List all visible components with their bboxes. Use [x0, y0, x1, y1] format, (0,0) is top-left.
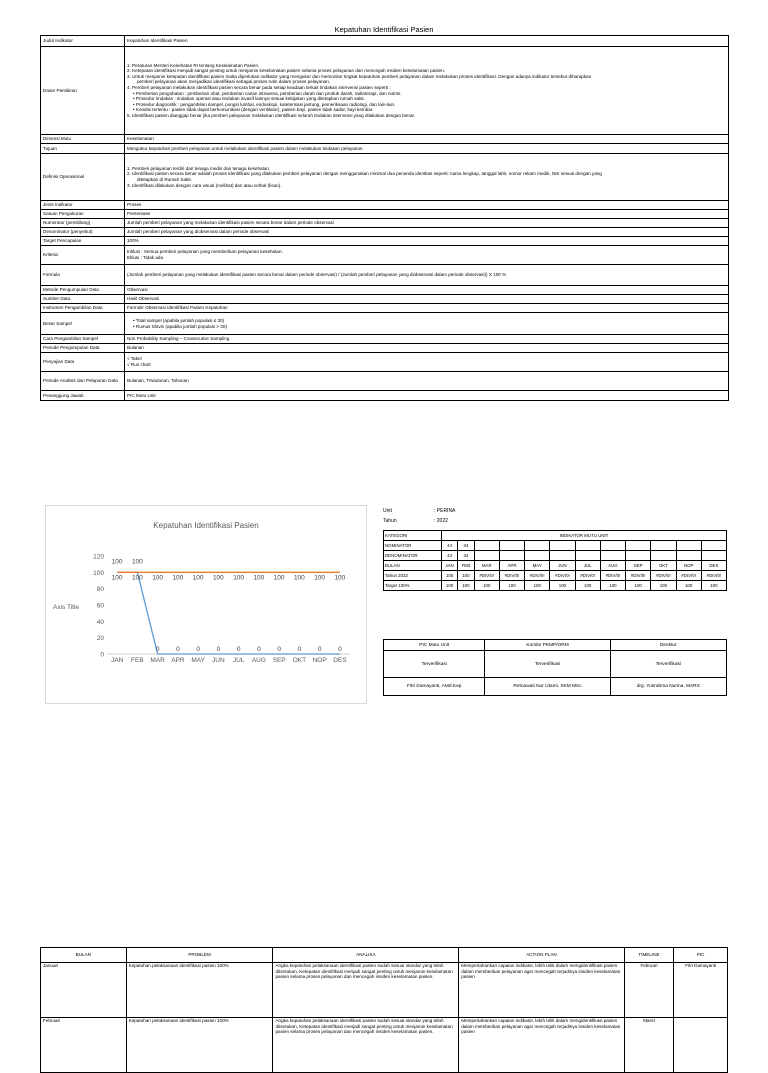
unit-cell — [550, 551, 575, 561]
data-label: 100 — [172, 574, 183, 581]
action-header-cell: PROBLEM — [126, 948, 273, 963]
unit-row-label: BULAN — [384, 561, 442, 571]
indicator-value — [125, 219, 729, 228]
unit-row-label: DENOMINATOR — [384, 551, 442, 561]
indicator-label: Numerator (pembilang) — [41, 219, 125, 228]
indicator-value — [125, 304, 729, 313]
indicator-row — [41, 144, 729, 154]
indicator-row — [41, 154, 729, 201]
indicator-value-line: 2. Ketepatan identifikasi menjadi sangat penting untuk menjamin keselamatan pasien selama proses pelayanan dan mencegah insiden keselamatan pasien. — [127, 68, 726, 74]
unit-cell: #DIV/0! — [550, 571, 575, 581]
indicator-value-line: 1. Pemberi pelayanan terdiri dari tenaga medis dan tenaga kesehatan. — [127, 166, 726, 172]
unit-cell: NOP — [676, 561, 701, 571]
indicator-label: Dimensi Mutu — [41, 135, 125, 144]
indicator-value-line: 1. Peraturan Menteri Kesehatan RI tentang Keselamatan Pasien. — [127, 63, 726, 69]
indicator-label: Penyajian Data — [41, 353, 125, 372]
chart-svg — [46, 506, 366, 703]
unit-cell — [600, 551, 625, 561]
data-label: 0 — [176, 646, 180, 653]
unit-cell: #DIV/0! — [626, 571, 651, 581]
unit-row-label: NOMINATOR — [384, 541, 442, 551]
signature-status: Terverifikasi — [485, 651, 610, 678]
indicator-label: Formula — [41, 265, 125, 286]
signature-table — [383, 639, 727, 696]
action-header-cell: TIMELINE — [624, 948, 674, 963]
indicator-label: Penanggung Jawab — [41, 391, 125, 401]
indicator-label: Denominator (penyebut) — [41, 228, 125, 237]
indicator-row — [41, 304, 729, 313]
action-header-cell: ACTION PLAN — [459, 948, 624, 963]
action-month: Januari — [41, 963, 127, 1018]
unit-cell: 100 — [701, 581, 726, 591]
y-tick-label: 120 — [93, 554, 104, 561]
action-plan: Mempertahankan capaian indikator, lebih teliti dalam mengidentifikasi pasien dalam memberikan pelayanan agar mencegah terjadinya insiden keselamatan pasien — [459, 1018, 624, 1073]
unit-cell: 100 — [525, 581, 550, 591]
action-timeline: Februari — [624, 963, 674, 1018]
unit-cell: MAR — [474, 561, 499, 571]
unit-indicator-table — [383, 530, 727, 591]
unit-cell: 100 — [676, 581, 701, 591]
indicator-label: Instrumen Pengambilan Data — [41, 304, 125, 313]
indicator-profile-table — [40, 35, 729, 401]
action-plan-table — [40, 947, 728, 1073]
action-problem: Kepatuhan pelaksanaan identifikasi pasien 100% — [126, 963, 273, 1018]
indicator-value-line: √ Tabel — [127, 356, 726, 362]
action-row — [41, 963, 728, 1018]
unit-cell: #DIV/0! — [600, 571, 625, 581]
indicator-value-line: Mengukur kepatuhan pemberi pelayanan untuk melakukan identifikasi pasien dalam melakukan tindakan pelayanan. — [127, 146, 726, 152]
unit-cell: DES — [701, 561, 726, 571]
y-tick-label: 100 — [93, 570, 104, 577]
data-label: 0 — [217, 646, 221, 653]
indicator-value-line: √ Run chart — [127, 362, 726, 368]
data-label: 100 — [253, 574, 264, 581]
signature-name: Fitri Damayanti, AMd.Kep — [384, 678, 485, 696]
x-tick-label: OKT — [293, 657, 306, 664]
indicator-row — [41, 372, 729, 391]
x-tick-label: JUL — [233, 657, 245, 664]
indicator-value-line: (Jumlah pemberi pelayanan yang melakukan identifikasi pasien secara benar dalam periode observasi) / (Jumlah pemberi pelayanan yang diobservasi dalam periode observasi)) X 100 % — [127, 272, 726, 278]
unit-cell — [676, 541, 701, 551]
data-label: 0 — [277, 646, 281, 653]
line-chart — [45, 505, 367, 704]
unit-cell: 100 — [626, 581, 651, 591]
indicator-value — [125, 344, 729, 353]
data-label: 100 — [213, 574, 224, 581]
unit-cell: 100 — [550, 581, 575, 591]
unit-cell: 34 — [458, 551, 475, 561]
unit-cell — [651, 551, 676, 561]
unit-cell — [525, 551, 550, 561]
x-tick-label: AUG — [252, 657, 266, 664]
action-header-cell: BULAN — [41, 948, 127, 963]
unit-cell: 100 — [442, 581, 458, 591]
x-tick-label: DES — [333, 657, 347, 664]
indicator-row — [41, 286, 729, 295]
x-tick-label: SEP — [273, 657, 286, 664]
indicator-label: Sumber Data — [41, 295, 125, 304]
indicator-value-line: Non Probability Sampling – Consecutive Sampling — [127, 336, 726, 342]
indicator-label: Besar Sampel — [41, 313, 125, 335]
unit-cell: 100 — [651, 581, 676, 591]
indicator-value — [125, 36, 729, 47]
data-label: 0 — [257, 646, 261, 653]
indicator-value-line: 4. Pemberi pelayanan melakukan identifikasi pasien secara benar pada setiap keadaan terkait tindakan intervensi pasien seperti : — [127, 85, 726, 91]
unit-cell — [550, 541, 575, 551]
indicator-row — [41, 47, 729, 135]
indicator-value — [125, 391, 729, 401]
indicator-value-line: • Rumus Slovin (apabila jumlah populasi > 30) — [127, 324, 726, 330]
unit-cell: 100 — [600, 581, 625, 591]
indicator-row — [41, 353, 729, 372]
unit-cell: 100 — [474, 581, 499, 591]
indicator-row — [41, 210, 729, 219]
indicator-value-line: pemberi pelayanan akan menjadikan identifikasi sebagai proses rutin dalam proses pelayanan. — [127, 79, 726, 85]
indicator-value — [125, 237, 729, 246]
indicator-value — [125, 154, 729, 201]
data-label: 100 — [193, 574, 204, 581]
indicator-value-line: Hasil Observasi — [127, 296, 726, 302]
x-tick-label: MAY — [191, 657, 205, 664]
unit-cell: 34 — [458, 541, 475, 551]
data-label: 100 — [132, 574, 143, 581]
unit-cell: JUL — [575, 561, 600, 571]
unit-cell: #DIV/0! — [676, 571, 701, 581]
indicator-value — [125, 135, 729, 144]
indicator-value — [125, 265, 729, 286]
indicator-value-line: ditetapkan di Rumah Sakit. — [127, 177, 726, 183]
x-tick-label: JAN — [111, 657, 124, 664]
action-pic: Fitri Damayanti — [674, 963, 728, 1018]
indicator-row — [41, 391, 729, 401]
unit-value: : PERINA — [434, 508, 455, 514]
unit-table-row — [384, 581, 727, 591]
unit-cell: 44 — [442, 551, 458, 561]
data-label: 0 — [298, 646, 302, 653]
indicator-value — [125, 335, 729, 344]
unit-table-header-row — [384, 531, 727, 541]
action-analysis: Angka kepatuhan pelaksanaan identifikasi pasien sudah sesuai standar yang telah ditentukan, Ketepatan identifikasi menjadi sangat penting untuk menjamin keselamatan pasien selama proses pelayanan dan mencegah insiden keselamatan pasien. — [273, 963, 459, 1018]
x-tick-label: JUN — [212, 657, 225, 664]
unit-cell: OKT — [651, 561, 676, 571]
indicator-value-line: Jumlah pemberi pelayanan yang melakukan identifikasi pasien secara benar dalam periode observasi — [127, 220, 726, 226]
unit-cell: #DIV/0! — [474, 571, 499, 581]
x-tick-label: NOP — [313, 657, 327, 664]
indicator-label: Satuan Pengukuran — [41, 210, 125, 219]
indicator-value — [125, 313, 729, 335]
data-label: 100 — [112, 574, 123, 581]
indicator-row — [41, 265, 729, 286]
chart-title: Kepatuhan Identifikasi Pasien — [153, 521, 258, 530]
y-tick-label: 40 — [97, 619, 105, 626]
indicator-value-line: Formulir Observasi Identifikasi Pasien Kepatuhan — [127, 305, 726, 311]
unit-cell: #DIV/0! — [499, 571, 524, 581]
indicator-value-line: PIC Mutu Unit — [127, 393, 726, 399]
indicator-row — [41, 237, 729, 246]
year-value: : 2022 — [434, 518, 448, 524]
indicator-row — [41, 135, 729, 144]
unit-cell — [575, 541, 600, 551]
data-label: 0 — [318, 646, 322, 653]
indicator-value-line: • Total sampel (apabila jumlah populasi ≤ 30) — [127, 318, 726, 324]
y-tick-label: 60 — [97, 603, 105, 610]
indicator-value-line: 100% — [127, 238, 726, 244]
indicator-value-line: 5. Identifikasi pasien dianggap benar jika pemberi pelayanan melakukan identifikasi seluruh tindakan intervensi yang dilakukan dengan benar. — [127, 113, 726, 119]
action-problem: Kepatuhan pelaksanaan identifikasi pasien 100% — [126, 1018, 273, 1073]
indicator-value-line: Keselamatan — [127, 136, 726, 142]
indicator-value — [125, 246, 729, 265]
indicator-value — [125, 210, 729, 219]
indicator-label: Periode Pengumpulan Data — [41, 344, 125, 353]
y-axis-title: Axis Title — [53, 604, 79, 611]
unit-cell: #DIV/0! — [575, 571, 600, 581]
unit-cell — [701, 541, 726, 551]
signature-role: Direktur — [610, 640, 726, 651]
signature-row — [384, 678, 727, 696]
unit-cell — [600, 541, 625, 551]
action-header-row — [41, 948, 728, 963]
page-title: Kepatuhan Identifikasi Pasien — [0, 25, 768, 34]
indicator-header: INDIKATOR MUTU UNIT — [442, 531, 727, 541]
unit-cell — [499, 541, 524, 551]
unit-cell — [676, 551, 701, 561]
x-tick-label: APR — [171, 657, 185, 664]
unit-cell: 100 — [575, 581, 600, 591]
kategori-header: KATEGORI — [384, 531, 442, 541]
indicator-label: Tujuan — [41, 144, 125, 154]
unit-cell: #DIV/0! — [651, 571, 676, 581]
data-label: 100 — [294, 574, 305, 581]
indicator-row — [41, 313, 729, 335]
signature-role: PIC Mutu Unit — [384, 640, 485, 651]
action-pic — [674, 1018, 728, 1073]
action-header-cell: PIC — [674, 948, 728, 963]
indicator-value-line: • Prosedur diagnostik : pengambilan sampel, pungsi lumbal, endoskopi, kateterisasi jantung, pemeriksaan radiologi, dan lain-lain. — [127, 102, 726, 108]
unit-cell: MAY — [525, 561, 550, 571]
unit-row-label: Target 100% — [384, 581, 442, 591]
unit-label: Unit — [383, 508, 392, 514]
data-label: 0 — [196, 646, 200, 653]
data-label: 0 — [237, 646, 241, 653]
unit-cell — [626, 541, 651, 551]
x-tick-label: FEB — [131, 657, 144, 664]
unit-row-label: Tahun 2022 — [384, 571, 442, 581]
unit-cell — [575, 551, 600, 561]
indicator-value-line: Proses — [127, 202, 726, 208]
signature-row — [384, 640, 727, 651]
unit-cell — [474, 541, 499, 551]
unit-table-row — [384, 541, 727, 551]
signature-row — [384, 651, 727, 678]
signature-name: Retnawati Nur Utami, SKM MSc — [485, 678, 610, 696]
indicator-value-line: Inklusi : Semua pemberi pelayanan yang memberikan pelayanan kesehatan. — [127, 249, 726, 255]
data-label: 100 — [112, 558, 123, 565]
indicator-value-line: Observasi — [127, 287, 726, 293]
unit-cell — [474, 551, 499, 561]
indicator-row — [41, 344, 729, 353]
action-row — [41, 1018, 728, 1073]
action-analysis: Angka kepatuhan pelaksanaan identifikasi pasien sudah sesuai standar yang telah ditentukan, Ketepatan identifikasi menjadi sangat penting untuk menjamin keselamatan pasien selama proses pelayanan dan mencegah insiden keselamatan pasien. — [273, 1018, 459, 1073]
data-label: 100 — [334, 574, 345, 581]
indicator-row — [41, 219, 729, 228]
data-label: 100 — [152, 574, 163, 581]
unit-table-row — [384, 551, 727, 561]
data-label: 100 — [132, 558, 143, 565]
indicator-label: Cara Pengambilan Sampel — [41, 335, 125, 344]
unit-cell: 44 — [442, 541, 458, 551]
indicator-value — [125, 286, 729, 295]
indicator-value — [125, 295, 729, 304]
unit-cell: JUN — [550, 561, 575, 571]
signature-status: Terverifikasi — [384, 651, 485, 678]
indicator-label: Jenis Indikator — [41, 201, 125, 210]
unit-table-row — [384, 561, 727, 571]
signature-role: Komite PKMP/ORM — [485, 640, 610, 651]
indicator-label: Periode Analisis dan Pelaporan Data — [41, 372, 125, 391]
series-line-1 — [117, 572, 340, 654]
indicator-value — [125, 372, 729, 391]
indicator-label: Judul Indikator — [41, 36, 125, 47]
indicator-label: Definisi Operasional — [41, 154, 125, 201]
signature-name: drg. Yusrahma Nurina, MARS — [610, 678, 726, 696]
data-label: 0 — [338, 646, 342, 653]
indicator-value — [125, 47, 729, 135]
indicator-value — [125, 353, 729, 372]
action-timeline: Maret — [624, 1018, 674, 1073]
indicator-value — [125, 228, 729, 237]
unit-cell — [525, 541, 550, 551]
data-label: 0 — [156, 646, 160, 653]
indicator-value-line: Bulanan, Triwulanan, Tahunan — [127, 378, 726, 384]
unit-cell: 100 — [458, 581, 475, 591]
data-label: 100 — [233, 574, 244, 581]
year-label: Tahun — [383, 518, 397, 524]
indicator-value-line: 3. Identifikasi dilakukan dengan cara visual (melihat) dan atau verbal (lisan). — [127, 183, 726, 189]
unit-cell: JAN — [442, 561, 458, 571]
data-label: 100 — [314, 574, 325, 581]
unit-cell: 100 — [499, 581, 524, 591]
unit-cell — [626, 551, 651, 561]
y-tick-label: 20 — [97, 635, 105, 642]
indicator-value — [125, 144, 729, 154]
indicator-label: Target Pencapaian — [41, 237, 125, 246]
x-tick-label: MAR — [150, 657, 165, 664]
unit-cell: #DIV/0! — [701, 571, 726, 581]
unit-table-row — [384, 571, 727, 581]
unit-cell: SEP — [626, 561, 651, 571]
indicator-value-line: • Pemberian pengobatan : pemberian obat, pemberian cairan intravena, pemberian darah dan produk darah, radioterapi, dan nutrisi. — [127, 91, 726, 97]
action-plan: Mempertahankan capaian indikator, lebih teliti dalam mengidentifikasi pasien dalam memberikan pelayanan agar mencegah terjadinya insiden keselamatan pasien — [459, 963, 624, 1018]
unit-cell: #DIV/0! — [525, 571, 550, 581]
unit-cell: 100 — [458, 571, 475, 581]
indicator-row — [41, 36, 729, 47]
indicator-value-line: • Prosedur tindakan : tindakan operasi atau tindakan invasif lainnya sesuai kebijakan yang ditetapkan rumah sakit. — [127, 96, 726, 102]
action-month: Februari — [41, 1018, 127, 1073]
indicator-value-line: 3. Untuk menjamin ketepatan identifikasi pasien maka diperlukan indikator yang mengukur dan memonitor tingkat kepatuhan pemberi pelayanan dalam melakukan proses identifikasi. Dengan adanya indikator tersebut diharapkan — [127, 74, 726, 80]
unit-cell: 100 — [442, 571, 458, 581]
data-label: 100 — [274, 574, 285, 581]
indicator-value-line: Eklusi : Tidak ada — [127, 255, 726, 261]
unit-cell: APR — [499, 561, 524, 571]
indicator-value-line: Jumlah pemberi pelayanan yang diobservasi dalam periode observasi — [127, 229, 726, 235]
indicator-value-line: • Kondisi tertentu : pasien tidak dapat berkomunikasi (dengan ventilator), pasien bayi, pasien tidak sadar, bayi kembar. — [127, 107, 726, 113]
indicator-label: Dasar Pemikiran — [41, 47, 125, 135]
indicator-value — [125, 201, 729, 210]
indicator-row — [41, 335, 729, 344]
indicator-value-line: 2. Identifikasi pasien secara benar adalah proses identifikasi yang dilakukan pemberi pelayanan dengan menggunakan minimal dua penanda identitas seperti: nama lengkap, tanggal lahir, nomor rekam medik, NIK sesuai dengan yang — [127, 171, 726, 177]
indicator-value-line: Persentase — [127, 211, 726, 217]
unit-cell — [651, 541, 676, 551]
unit-cell: FEB — [458, 561, 475, 571]
action-header-cell: ANALISA — [273, 948, 459, 963]
indicator-value-line: Kepatuhan Identifikasi Pasien — [127, 38, 726, 44]
indicator-row — [41, 201, 729, 210]
indicator-row — [41, 295, 729, 304]
indicator-label: Kriteria: — [41, 246, 125, 265]
unit-cell — [499, 551, 524, 561]
y-tick-label: 0 — [100, 652, 104, 659]
unit-cell: AUG — [600, 561, 625, 571]
indicator-row — [41, 228, 729, 237]
unit-cell — [701, 551, 726, 561]
indicator-row — [41, 246, 729, 265]
indicator-value-line: Bulanan — [127, 345, 726, 351]
y-tick-label: 80 — [97, 586, 105, 593]
signature-status: Terverifikasi — [610, 651, 726, 678]
indicator-label: Metode Pengumpulan Data — [41, 286, 125, 295]
